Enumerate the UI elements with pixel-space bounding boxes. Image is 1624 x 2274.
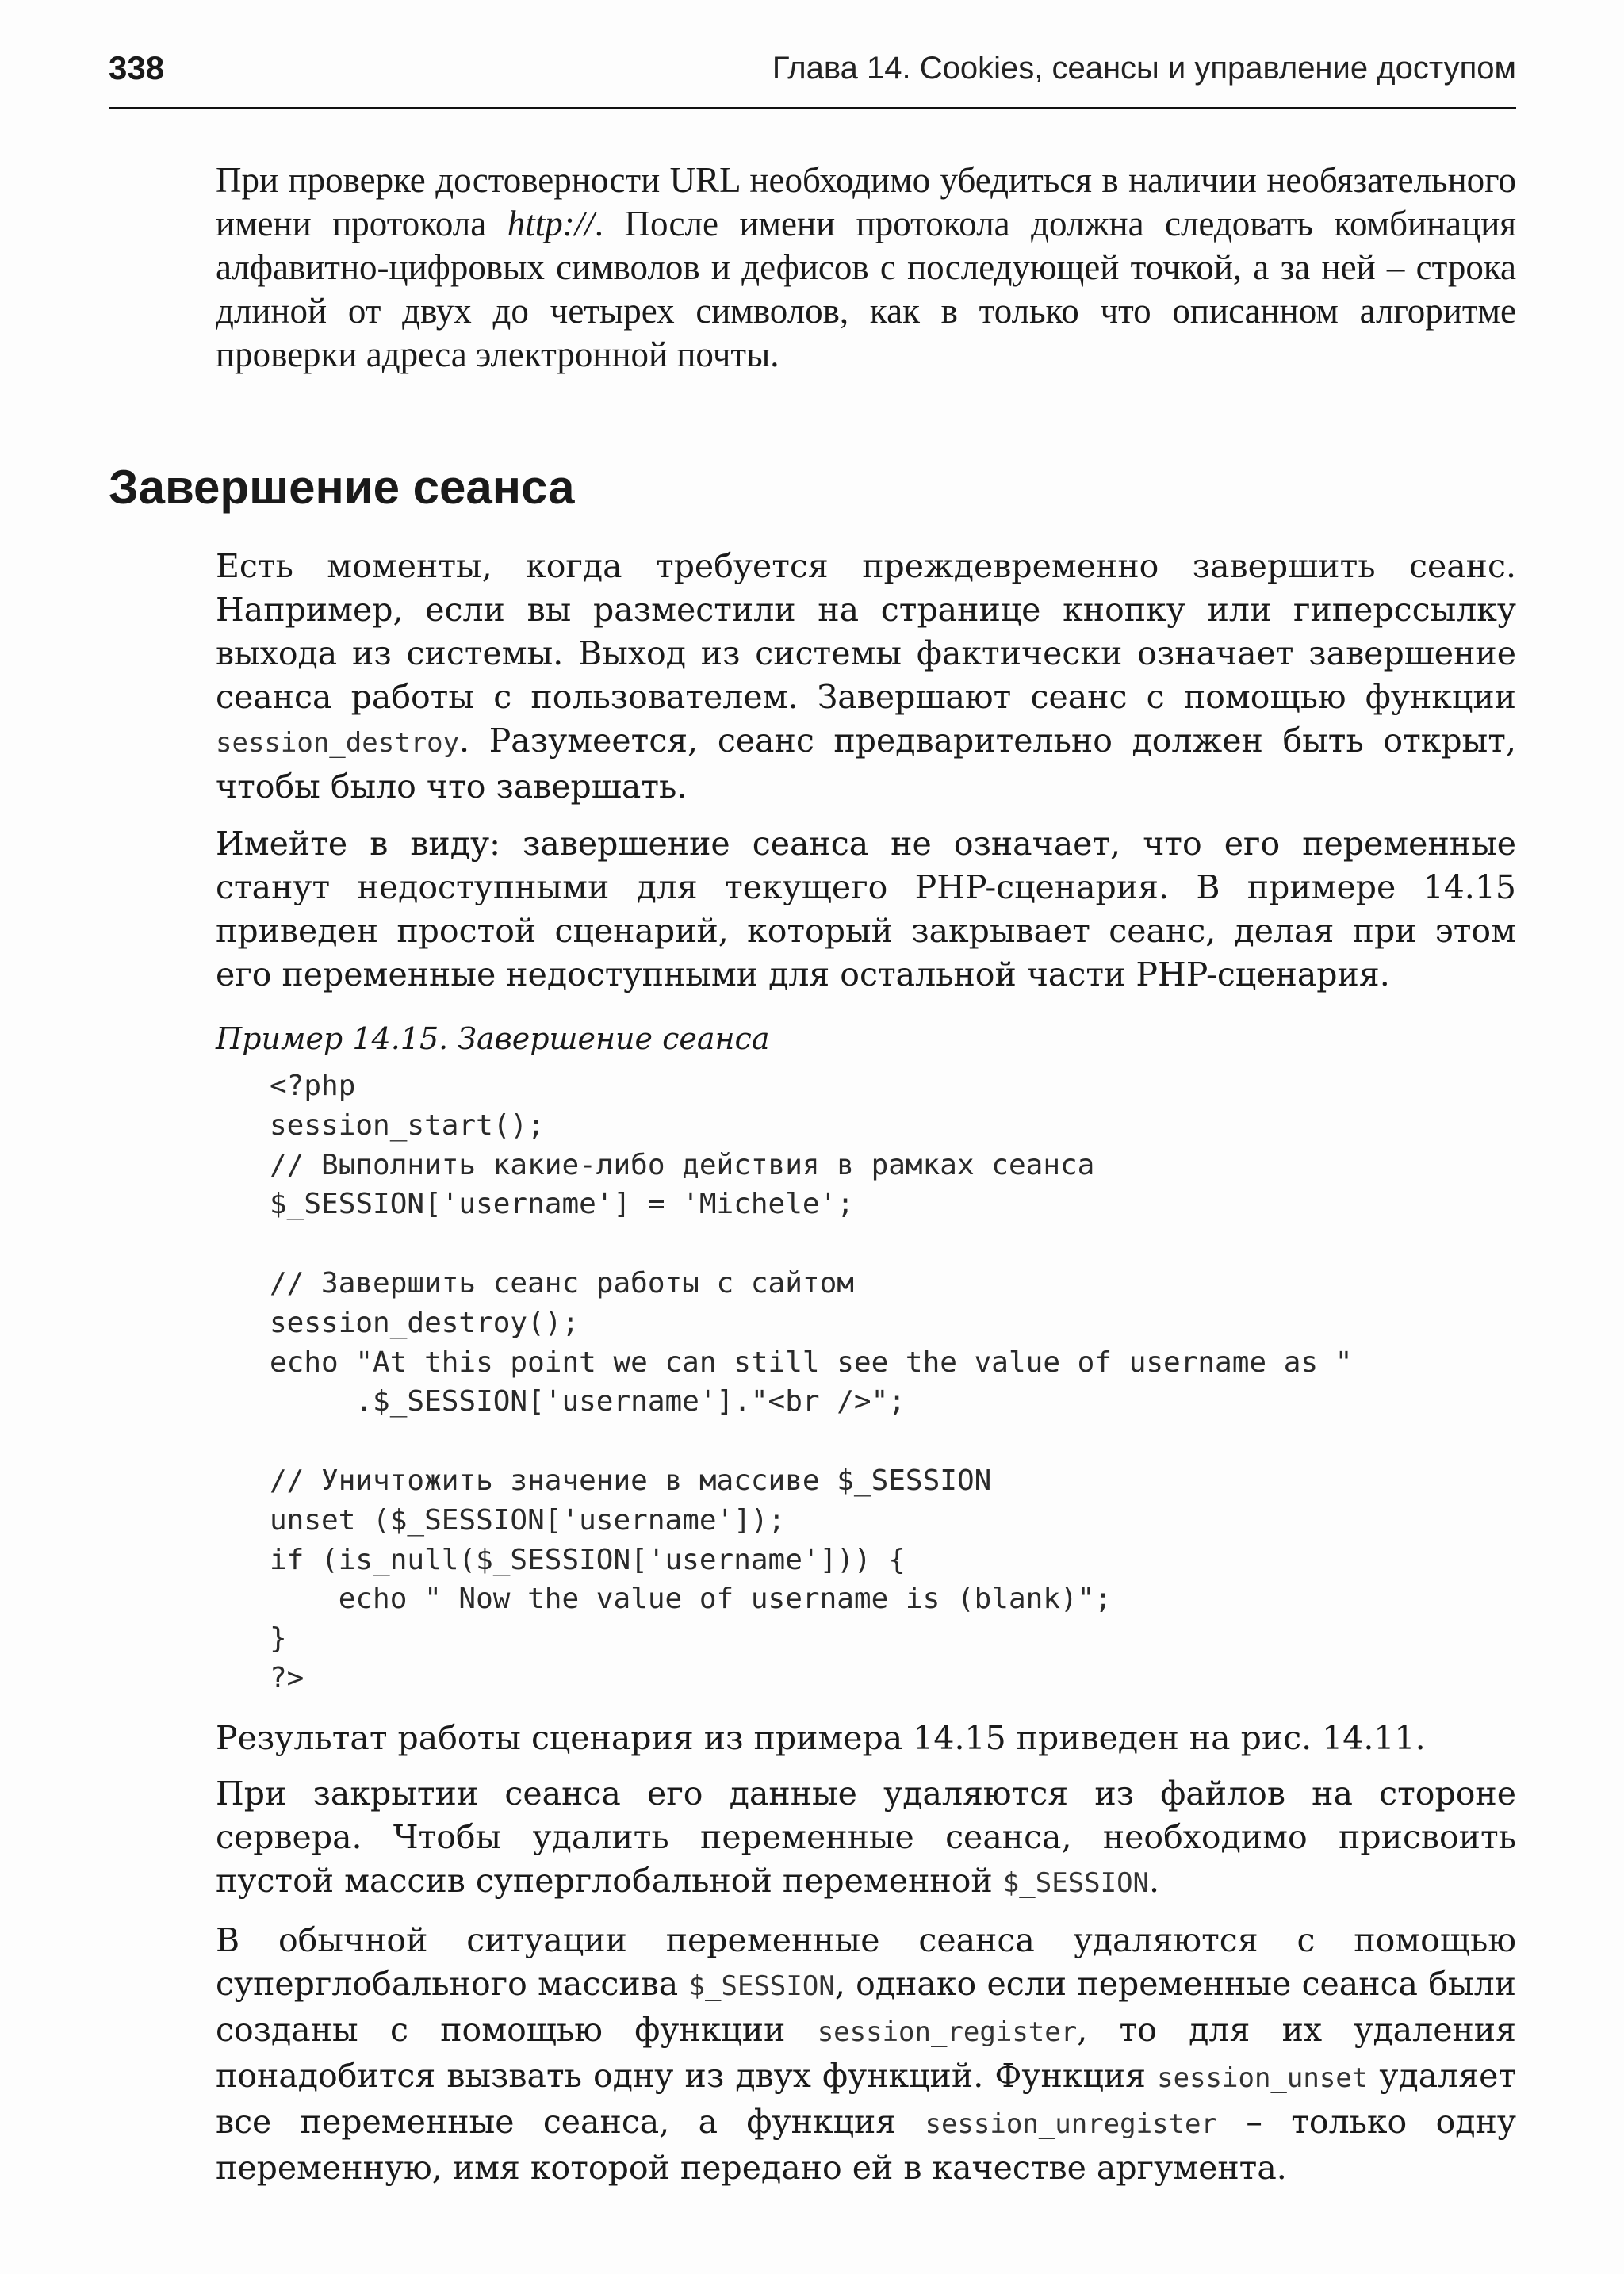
- inline-code-session-destroy: session_destroy: [216, 727, 460, 759]
- paragraph-result: Результат работы сценария из примера 14.15 приведен на рис. 14.11.: [216, 1719, 1426, 1757]
- paragraph5-text-3: , то для их удаления понадобится вызвать одну из двух функций. Функция: [216, 2011, 1517, 2095]
- paragraph5-text-5: – только одну переменную, имя которой передано ей в качестве аргумента.: [216, 2103, 1516, 2187]
- code-listing: <?php session_start(); // Выполнить какие-либо действия в рамках сеанса $_SESSION['username'] = 'Michele'; // Завершить сеанс работы с сайтом session_destroy(); echo "At this point we can still see the value of username as " .$_SESSION['username']."<br />"; // Уничтожить значение в массиве $_SESSION unset ($_SESSION['username']); if (is_null($_SESSION['username'])) { echo " Now the value of username is (blank)"; } ?>: [270, 1070, 1353, 1694]
- paragraph1-text-2: . Разумеется, сеанс предварительно должен быть открыт, чтобы было что завершать.: [216, 722, 1516, 806]
- paragraph5-text-4: удаляет все переменные сеанса, а функция: [216, 2057, 1517, 2141]
- paragraph5-text-2: , однако если переменные сеанса были созданы с помощью функции: [216, 1965, 1516, 2049]
- header-rule: [109, 107, 1516, 109]
- example-caption: Пример 14.15. Завершение сеанса: [216, 1021, 770, 1056]
- paragraph-session-destroy: [216, 545, 1516, 809]
- inline-code-session-register: session_register: [817, 2016, 1078, 2048]
- page-number: 338: [109, 49, 165, 86]
- inline-code-session-var: $_SESSION: [1002, 1867, 1150, 1899]
- paragraph-server-files: [216, 1772, 1516, 1905]
- chapter-title: Глава 14. Cookies, сеансы и управление доступом: [772, 51, 1516, 86]
- paragraph1-text-1: Есть моменты, когда требуется преждевременно завершить сеанс. Например, если вы разместили на странице кнопку или гиперссылку выхода из системы. Выход из системы фактически означает завершение сеанса работы с пользователем. Завершают сеанс с помощью функции: [216, 547, 1516, 716]
- inline-code-session-unset: session_unset: [1157, 2062, 1369, 2094]
- protocol-name: http://: [507, 204, 595, 243]
- inline-code-session-array: $_SESSION: [688, 1970, 835, 2002]
- inline-code-session-unregister: session_unregister: [925, 2108, 1217, 2140]
- intro-paragraph: [216, 159, 1516, 377]
- intro-text-2: . После имени протокола должна следовать комбинация алфавитно-цифровых символов и дефисов с последующей точкой, а за ней – строка длиной от двух до четырех символов, как в только что описанном алгоритме проверки адреса электронной почты.: [216, 204, 1517, 374]
- intro-text-1: При проверке достоверности URL необходимо убедиться в наличии необязательного имени протокола: [216, 160, 1516, 243]
- paragraph5-text-1: В обычной ситуации переменные сеанса удаляются с помощью суперглобального массива: [216, 1921, 1516, 2003]
- running-head: [109, 46, 1516, 94]
- paragraph4-text-2: .: [1149, 1862, 1160, 1900]
- paragraph-unset: [216, 1919, 1516, 2190]
- section-heading: Завершение сеанса: [109, 461, 575, 514]
- paragraph-note: Имейте в виду: завершение сеанса не означает, что его переменные станут недоступными для текущего PHP-сценария. В примере 14.15 приведен простой сценарий, который закрывает сеанс, делая при этом его переменные недоступными для остальной части PHP-сценария.: [216, 825, 1516, 993]
- paragraph4-text-1: При закрытии сеанса его данные удаляются из файлов на стороне сервера. Чтобы удалить переменные сеанса, необходимо присвоить пустой массив суперглобальной переменной: [216, 1774, 1516, 1900]
